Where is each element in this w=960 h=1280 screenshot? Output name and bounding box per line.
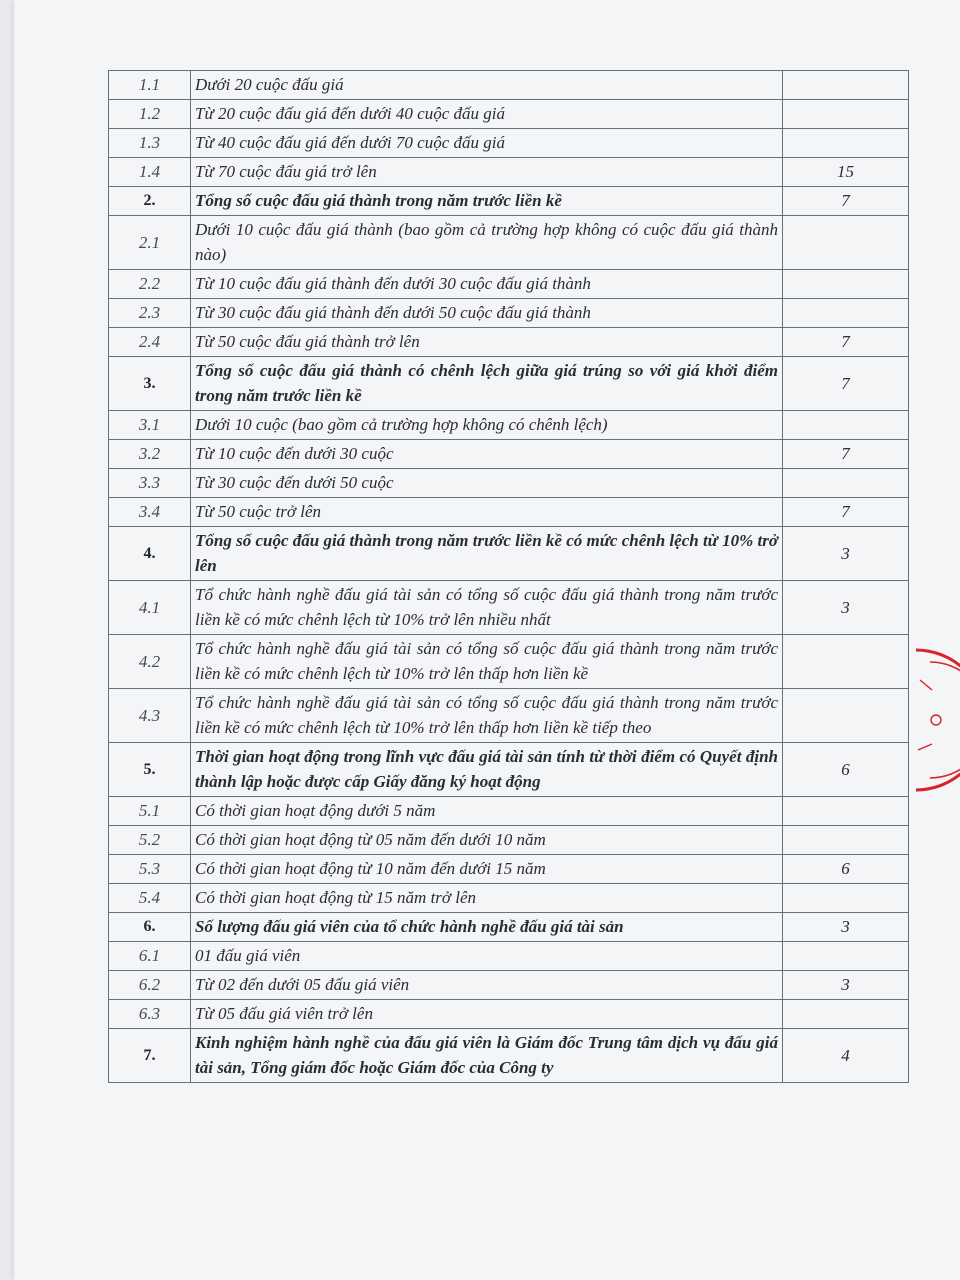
row-number: 3.: [109, 357, 191, 411]
criterion-text: 01 đấu giá viên: [191, 942, 783, 971]
criteria-row: [109, 129, 909, 158]
criterion-text: Tổ chức hành nghề đấu giá tài sản có tổng số cuộc đấu giá thành trong năm trước liền kề có mức chênh lệch từ 10% trở lên nhiều nhất: [191, 581, 783, 635]
score-cell: 3: [783, 971, 909, 1000]
row-number: 7.: [109, 1029, 191, 1083]
score-cell: 6: [783, 855, 909, 884]
criteria-row: [109, 469, 909, 498]
criterion-text: Từ 10 cuộc đến dưới 30 cuộc: [191, 440, 783, 469]
score-cell: 3: [783, 581, 909, 635]
criteria-row: [109, 855, 909, 884]
row-number: 6.1: [109, 942, 191, 971]
criteria-section-row: [109, 187, 909, 216]
row-number: 6.: [109, 913, 191, 942]
criterion-text: Từ 02 đến dưới 05 đấu giá viên: [191, 971, 783, 1000]
row-number: 5.2: [109, 826, 191, 855]
score-cell: [783, 469, 909, 498]
row-number: 2.1: [109, 216, 191, 270]
criteria-row: [109, 158, 909, 187]
criteria-row: [109, 689, 909, 743]
row-number: 3.1: [109, 411, 191, 440]
document-page: [14, 0, 960, 1280]
criterion-text: Từ 05 đấu giá viên trở lên: [191, 1000, 783, 1029]
row-number: 2.2: [109, 270, 191, 299]
criterion-text: Có thời gian hoạt động từ 10 năm đến dưới 15 năm: [191, 855, 783, 884]
score-cell: 7: [783, 357, 909, 411]
score-cell: [783, 411, 909, 440]
score-cell: [783, 71, 909, 100]
row-number: 1.2: [109, 100, 191, 129]
row-number: 3.4: [109, 498, 191, 527]
criterion-text: Dưới 10 cuộc đấu giá thành (bao gồm cả trường hợp không có cuộc đấu giá thành nào): [191, 216, 783, 270]
row-number: 3.3: [109, 469, 191, 498]
row-number: 6.2: [109, 971, 191, 1000]
criteria-row: [109, 411, 909, 440]
score-cell: [783, 797, 909, 826]
criteria-row: [109, 299, 909, 328]
row-number: 5.1: [109, 797, 191, 826]
score-cell: 7: [783, 440, 909, 469]
score-cell: [783, 884, 909, 913]
criterion-text: Tổ chức hành nghề đấu giá tài sản có tổng số cuộc đấu giá thành trong năm trước liền kề có mức chênh lệch từ 10% trở lên thấp hơn liền kề tiếp theo: [191, 689, 783, 743]
score-cell: [783, 299, 909, 328]
score-cell: [783, 1000, 909, 1029]
score-cell: [783, 100, 909, 129]
criterion-text: Tổng số cuộc đấu giá thành trong năm trước liền kề có mức chênh lệch từ 10% trở lên: [191, 527, 783, 581]
criteria-section-row: [109, 743, 909, 797]
criteria-section-row: [109, 913, 909, 942]
row-number: 4.: [109, 527, 191, 581]
criteria-row: [109, 1000, 909, 1029]
criteria-table-body: [109, 71, 909, 1083]
score-cell: 7: [783, 328, 909, 357]
criteria-row: [109, 797, 909, 826]
criterion-text: Từ 70 cuộc đấu giá trở lên: [191, 158, 783, 187]
row-number: 4.1: [109, 581, 191, 635]
row-number: 1.4: [109, 158, 191, 187]
score-cell: [783, 635, 909, 689]
score-cell: 15: [783, 158, 909, 187]
criteria-row: [109, 328, 909, 357]
score-cell: [783, 826, 909, 855]
score-cell: 3: [783, 913, 909, 942]
row-number: 5.3: [109, 855, 191, 884]
criteria-section-row: [109, 527, 909, 581]
criterion-text: Dưới 20 cuộc đấu giá: [191, 71, 783, 100]
row-number: 4.3: [109, 689, 191, 743]
criterion-text: Từ 20 cuộc đấu giá đến dưới 40 cuộc đấu giá: [191, 100, 783, 129]
score-cell: 4: [783, 1029, 909, 1083]
score-cell: 6: [783, 743, 909, 797]
row-number: 2.3: [109, 299, 191, 328]
criterion-text: Từ 50 cuộc đấu giá thành trở lên: [191, 328, 783, 357]
row-number: 1.1: [109, 71, 191, 100]
criterion-text: Kinh nghiệm hành nghề của đấu giá viên là Giám đốc Trung tâm dịch vụ đấu giá tài sản, Tổng giám đốc hoặc Giám đốc của Công ty: [191, 1029, 783, 1083]
criteria-row: [109, 71, 909, 100]
row-number: 3.2: [109, 440, 191, 469]
criterion-text: Từ 40 cuộc đấu giá đến dưới 70 cuộc đấu giá: [191, 129, 783, 158]
row-number: 1.3: [109, 129, 191, 158]
score-cell: [783, 270, 909, 299]
score-cell: [783, 216, 909, 270]
criterion-text: Dưới 10 cuộc (bao gồm cả trường hợp không có chênh lệch): [191, 411, 783, 440]
score-cell: [783, 942, 909, 971]
row-number: 4.2: [109, 635, 191, 689]
row-number: 5.4: [109, 884, 191, 913]
row-number: 6.3: [109, 1000, 191, 1029]
criterion-text: Từ 30 cuộc đến dưới 50 cuộc: [191, 469, 783, 498]
criterion-text: Số lượng đấu giá viên của tổ chức hành nghề đấu giá tài sản: [191, 913, 783, 942]
criteria-row: [109, 971, 909, 1000]
score-cell: [783, 689, 909, 743]
criteria-row: [109, 581, 909, 635]
criterion-text: Có thời gian hoạt động từ 15 năm trở lên: [191, 884, 783, 913]
criteria-section-row: [109, 1029, 909, 1083]
criterion-text: Tổ chức hành nghề đấu giá tài sản có tổng số cuộc đấu giá thành trong năm trước liền kề có mức chênh lệch từ 10% trở lên thấp hơn liền kề: [191, 635, 783, 689]
score-cell: [783, 129, 909, 158]
criterion-text: Từ 50 cuộc trở lên: [191, 498, 783, 527]
criteria-section-row: [109, 357, 909, 411]
score-cell: 7: [783, 498, 909, 527]
criteria-row: [109, 440, 909, 469]
criteria-row: [109, 100, 909, 129]
criteria-row: [109, 270, 909, 299]
criterion-text: Có thời gian hoạt động dưới 5 năm: [191, 797, 783, 826]
row-number: 2.: [109, 187, 191, 216]
criteria-row: [109, 826, 909, 855]
criterion-text: Tổng số cuộc đấu giá thành trong năm trước liền kề: [191, 187, 783, 216]
criterion-text: Từ 10 cuộc đấu giá thành đến dưới 30 cuộc đấu giá thành: [191, 270, 783, 299]
criterion-text: Từ 30 cuộc đấu giá thành đến dưới 50 cuộc đấu giá thành: [191, 299, 783, 328]
score-cell: 7: [783, 187, 909, 216]
criteria-row: [109, 884, 909, 913]
criteria-row: [109, 498, 909, 527]
row-number: 2.4: [109, 328, 191, 357]
score-cell: 3: [783, 527, 909, 581]
criterion-text: Tổng số cuộc đấu giá thành có chênh lệch giữa giá trúng so với giá khởi điểm trong năm trước liền kề: [191, 357, 783, 411]
row-number: 5.: [109, 743, 191, 797]
criterion-text: Có thời gian hoạt động từ 05 năm đến dưới 10 năm: [191, 826, 783, 855]
criteria-row: [109, 942, 909, 971]
criterion-text: Thời gian hoạt động trong lĩnh vực đấu giá tài sản tính từ thời điểm có Quyết định thành lập hoặc được cấp Giấy đăng ký hoạt động: [191, 743, 783, 797]
criteria-table: [108, 70, 909, 1083]
criteria-row: [109, 216, 909, 270]
red-seal-stamp: [902, 640, 960, 800]
criteria-row: [109, 635, 909, 689]
